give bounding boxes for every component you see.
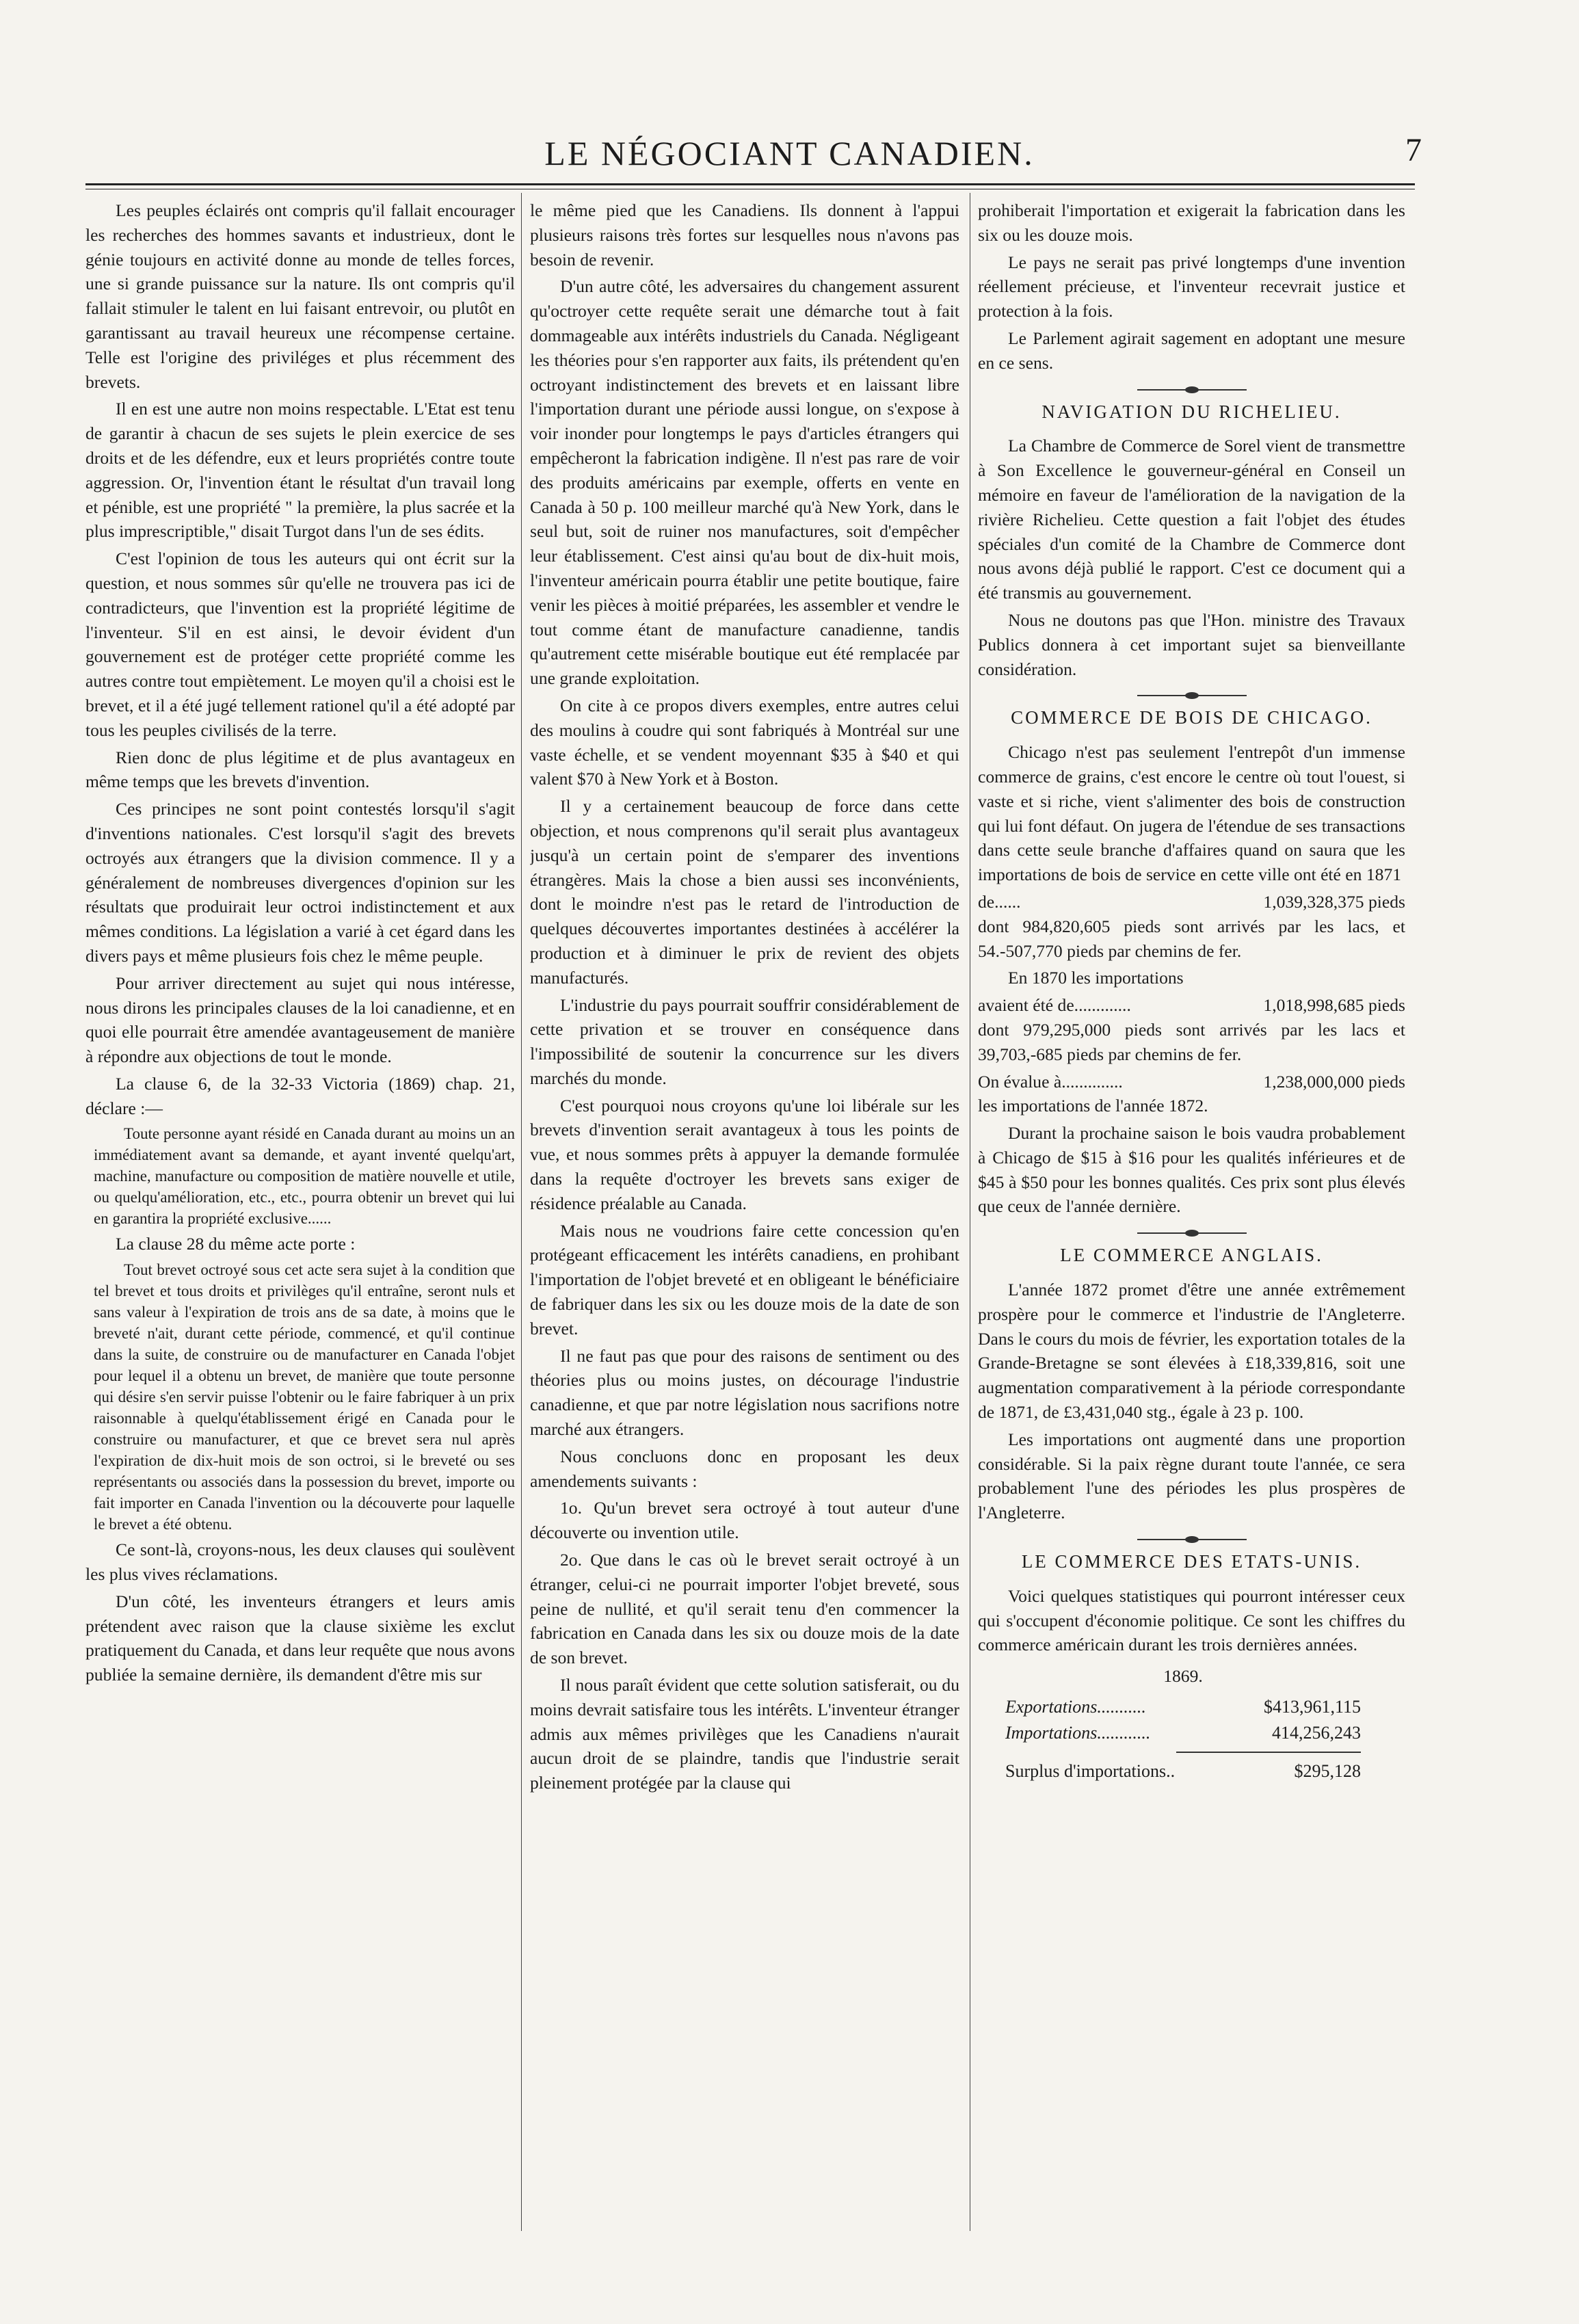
figure-line [978, 993, 1405, 1018]
paragraph: La clause 6, de la 32-33 Victoria (1869) chap. 21, déclare :— [85, 1073, 515, 1118]
column-1 [85, 198, 515, 2291]
section-separator [1137, 694, 1247, 698]
stats-label: Surplus d'importations.. [1005, 1761, 1176, 1782]
trade-statistics [1005, 1664, 1361, 1784]
paragraph: Nous ne doutons pas que l'Hon. ministre des Travaux Publics donnera à cet important sujet sa bienveillante considération. [978, 609, 1405, 679]
paragraph: Pour arriver directement au sujet qui nous intéresse, nous dirons les principales clauses de la loi canadienne, et en quoi elle pourrait être amendée avantageusement de manière à répondre aux objections de tout le monde. [85, 973, 515, 1067]
figure-value: 1,238,000,000 pieds [1263, 1071, 1405, 1092]
paragraph: Il nous paraît évident que cette solution satisferait, ou du moins devrait satisfaire tous les intérêts. L'inventeur étranger admis aux mêmes privilèges que les Canadiens n'aurait aucun droit de se plaindre, tandis que l'industrie serait pleinement protégée par la clause qui [530, 1675, 959, 1793]
section-heading: LE COMMERCE DES ETATS-UNIS. [1021, 1551, 1362, 1572]
section-heading: NAVIGATION DU RICHELIEU. [1041, 401, 1342, 422]
paragraph: Il ne faut pas que pour des raisons de sentiment ou des théories plus ou moins justes, on décourage l'industrie canadienne, et que par notre législation nous sacrifions notre marché aux étrangers. [530, 1345, 959, 1440]
paragraph: L'industrie du pays pourrait souffrir considérablement de cette privation et se trouver en conséquence dans l'impossibilité de soutenir la concurrence sur les divers marchés du monde. [530, 994, 959, 1088]
paragraph: Voici quelques statistiques qui pourront intéresser ceux qui s'occupent d'économie politique. Ce sont les chiffres du commerce américain durant les trois dernières années. [978, 1585, 1405, 1655]
paragraph: En 1870 les importations [1008, 968, 1184, 988]
column-3 [978, 198, 1405, 2291]
paragraph: 2o. Que dans le cas où le brevet serait octroyé à un étranger, celui-ci ne pourrait importer l'objet breveté, sous peine de nullité, et qu'il serait tenu d'en commencer la fabrication en Canada dans les six ou douze mois de la date de son brevet. [530, 1550, 959, 1668]
paragraph: Mais nous ne voudrions faire cette concession qu'en protégeant efficacement les intérêts canadiens, en prohibant l'importation de l'objet breveté et en obligeant le bénéficiaire de fabriquer dans les six ou les douze mois de la date de son brevet. [530, 1220, 959, 1338]
paragraph: Les peuples éclairés ont compris qu'il fallait encourager les recherches des hommes savants et industrieux, dont le génie toujours en activité donne au monde de telles forces, une si grande puissance sur la nature. Ils ont compris qu'il fallait stimuler le talent en lui faisant entrevoir, ou plutôt en garantissant au travail heureux une récompense certaine. Telle est l'origine des priviléges et plus récemment des brevets. [85, 200, 515, 392]
paragraph: 1o. Qu'un brevet sera octroyé à tout auteur d'une découverte ou invention utile. [530, 1498, 959, 1543]
figure-line [978, 890, 1405, 914]
law-quote: Tout brevet octroyé sous cet acte sera sujet à la condition que tel brevet et tous droits et privilèges qu'il entraîne, seront nuls et sans valeur à l'expiration de trois ans de sa date, à moins que le breveté n'ait, durant cette période, commencé, et qu'il continue dans la suite, de construire ou de manufacturer en Canada l'objet pour lequel il a obtenu un brevet, de manière que toute personne qui désire s'en servir puisse l'obtenir ou le faire fabriquer à un prix raisonnable à quelqu'établissement érigé en Canada pour le construire ou manufacturer, et que ce brevet sera nul après l'expiration de dix-huit mois de son octroi, si le breveté ou ses représentants ou associés dans la possession du brevet, importe ou fait importer en Canada l'invention ou la découverte pour laquelle le brevet a été obtenu. [94, 1261, 515, 1533]
section-separator [1137, 388, 1247, 392]
figure-value: 1,018,998,685 pieds [1263, 995, 1405, 1016]
paragraph: Rien donc de plus légitime et de plus avantageux en même temps que les brevets d'invention. [85, 747, 515, 792]
header-rule [85, 183, 1415, 185]
stats-value: 414,256,243 [1272, 1723, 1361, 1743]
section-separator [1137, 1231, 1247, 1235]
section-heading: LE COMMERCE ANGLAIS. [1060, 1245, 1323, 1266]
stats-row-exports [1005, 1694, 1361, 1720]
column-divider-1 [521, 193, 522, 2231]
paragraph: Ces principes ne sont point contestés lorsqu'il s'agit d'inventions nationales. C'est lorsqu'il s'agit des brevets octroyés aux étrangers que la division commence. Il y a généralement de nombreuses divergences d'opinion sur les résultats que produirait leur octroi indistinctement et aux mêmes conditions. La législation a varié à cet égard dans les divers pays et même plusieurs fois chez le même peuple. [85, 799, 515, 966]
paragraph: Le pays ne serait pas privé longtemps d'une invention réellement précieuse, et l'inventeur recevrait justice et protection à la fois. [978, 252, 1405, 321]
figure-value: 1,039,328,375 pieds [1263, 891, 1405, 912]
stats-year: 1869. [1163, 1666, 1203, 1687]
paragraph: Ce sont-là, croyons-nous, les deux clauses qui soulèvent les plus vives réclamations. [85, 1540, 515, 1585]
paragraph: C'est l'opinion de tous les auteurs qui ont écrit sur la question, et nous sommes sûr qu'elle ne trouvera pas ici de contradicteurs, que l'invention est la propriété légitime de l'inventeur. S'il en est ainsi, le devoir évident d'un gouvernement est de protéger cette propriété comme les autres contre tout empiètement. Le moyen qu'il a choisi est le brevet, et il a été jugé tellement rationel qu'il a été adopté par tous les peuples civilisés de la terre. [85, 549, 515, 740]
stats-value: $413,961,115 [1263, 1697, 1361, 1717]
paragraph: D'un côté, les inventeurs étrangers et leurs amis prétendent avec raison que la clause sixième les exclut pratiquement du Canada, et dans leur requête que nous avons publiée la semaine dernière, ils demandent d'être mis sur [85, 1591, 515, 1685]
masthead-title: LE NÉGOCIANT CANADIEN. [544, 134, 1035, 172]
paragraph: La Chambre de Commerce de Sorel vient de transmettre à Son Excellence le gouverneur-général en Conseil un mémoire en faveur de l'amélioration de la navigation de la rivière Richelieu. Cette question a fait l'objet des études spéciales d'un comité de la Chambre de Commerce dont nous avons déjà publié le rapport. C'est ce document qui a été transmis au gouvernement. [978, 436, 1405, 603]
paragraph: On cite à ce propos divers exemples, entre autres celui des moulins à coudre qui sont fabriqués à Montréal sur une vaste échelle, et se vendent moyennant $35 à $40 et qui valent $70 à New York et à Boston. [530, 695, 959, 789]
section-separator [1137, 1537, 1247, 1542]
paragraph: Les importations ont augmenté dans une proportion considérable. Si la paix règne durant toute l'année, ce sera probablement l'une des périodes les plus prospères de l'Angleterre. [978, 1429, 1405, 1523]
paragraph: dont 979,295,000 pieds sont arrivés par les lacs et 39,703,-685 pieds par chemins de fer. [978, 1019, 1405, 1064]
figure-label: On évalue à.............. [978, 1071, 1123, 1092]
paragraph: C'est pourquoi nous croyons qu'une loi libérale sur les brevets d'invention serait avantageux à tous les points de vue, et nous sommes prêts à appuyer la demande formulée dans la requête d'octroyer les brevets sans exiger de résidence préalable au Canada. [530, 1095, 959, 1213]
paragraph: Il en est une autre non moins respectable. L'Etat est tenu de garantir à chacun de ses sujets le plein exercice de ses droits et de les défendre, eux et leurs propriétés contre toute aggression. Or, l'invention étant le résultat d'un travail long et pénible, est une propriété " la première, la plus sacrée et la plus imprescriptible," disait Turgot dans l'un de ses édits. [85, 399, 515, 542]
page-number: 7 [1405, 132, 1422, 168]
paragraph: Nous concluons donc en proposant les deux amendements suivants : [530, 1446, 959, 1491]
paragraph: le même pied que les Canadiens. Ils donnent à l'appui plusieurs raisons très fortes sur lesquelles nous n'avons pas besoin de revenir. [530, 200, 959, 269]
section-heading: COMMERCE DE BOIS DE CHICAGO. [1011, 707, 1372, 728]
stats-row-surplus [1005, 1758, 1361, 1784]
paragraph: D'un autre côté, les adversaires du changement assurent qu'octroyer cette requête serait une démarche tout à fait dommageable aux intérêts industriels du Canada. Négligeant les théories pour s'en rapporter aux faits, ils prétendent qu'en octroyant indistinctement des brevets et en laissant libre l'importation durant une période aussi longue, on s'expose à voir inonder pour longtemps le pays d'articles étrangers qui empêcheront la fabrication indigène. Il n'est pas rare de voir des produits américains par exemple, offerts en vente en Canada à 50 p. 100 meilleur marché qu'à New York, dans le seul but, soit de ruiner nos manufactures, soit d'empêcher leur établissement. C'est ainsi qu'au bout de dix-huit mois, l'inventeur américain pourra établir une petite boutique, faire venir les pièces à moitié préparées, les assembler et vendre le tout comme étant de manufacture canadienne, tandis qu'autrement cette misérable boutique eut été remplacée par une grande exploitation. [530, 276, 959, 689]
paragraph: Durant la prochaine saison le bois vaudra probablement à Chicago de $15 à $16 pour les qualités inférieures et de $45 à $50 pour les bonnes qualités. Ces prix sont plus élevés que ceux de l'année dernière. [978, 1123, 1405, 1217]
paragraph: les importations de l'année 1872. [978, 1096, 1208, 1116]
paragraph: Le Parlement agirait sagement en adoptant une mesure en ce sens. [978, 328, 1405, 373]
law-quote: Toute personne ayant résidé en Canada durant au moins un an immédiatement avant sa demande, et ayant inventé quelqu'art, machine, manufacture ou composition de matière nouvelle et utile, ou quelqu'amélioration, etc., etc., pourra obtenir un brevet qui lui en garantira la propriété exclusive...... [94, 1125, 515, 1228]
figure-label: avaient été de............. [978, 995, 1131, 1016]
paragraph: Chicago n'est pas seulement l'entrepôt d'un immense commerce de grains, c'est encore le centre où tout l'ouest, si vaste et si riche, vient s'alimenter des bois de construction qui lui font défaut. On jugera de l'étendue de ses transactions dans cette seule branche d'affaires quand on saura que les importations de bois de service en cette ville ont été en 1871 [978, 742, 1405, 885]
paragraph: prohiberait l'importation et exigerait la fabrication dans les six ou les douze mois. [978, 200, 1405, 245]
stats-label: Exportations........... [1005, 1697, 1146, 1717]
stats-rule [1176, 1752, 1361, 1753]
column-2 [530, 198, 959, 2291]
stats-value: $295,128 [1294, 1761, 1361, 1782]
figure-line [978, 1070, 1405, 1094]
paragraph: La clause 28 du même acte porte : [116, 1234, 356, 1254]
figure-label: de...... [978, 891, 1021, 912]
paragraph: dont 984,820,605 pieds sont arrivés par les lacs, et 54.-507,770 pieds par chemins de fer. [978, 916, 1405, 961]
paragraph: L'année 1872 promet d'être une année extrêmement prospère pour le commerce et l'industrie de l'Angleterre. Dans le cours du mois de février, les exportation totales de la Grande-Bretagne se sont élevées à £18,339,816, soit une augmentation comparativement à la période correspondante de 1871, de £3,431,040 stg., égale à 23 p. 100. [978, 1280, 1405, 1423]
paragraph: Il y a certainement beaucoup de force dans cette objection, et nous comprenons qu'il serait plus avantageux jusqu'à un certain point de s'emparer des inventions étrangères. Mais la chose a bien aussi ses inconvénients, dont le moindre n'est pas le retard de l'introduction de quelques découvertes importantes destinées à accélérer la production et à diminuer le prix de revient des objets manufacturés. [530, 796, 959, 988]
stats-row-imports [1005, 1720, 1361, 1746]
stats-label: Importations............ [1005, 1723, 1151, 1743]
